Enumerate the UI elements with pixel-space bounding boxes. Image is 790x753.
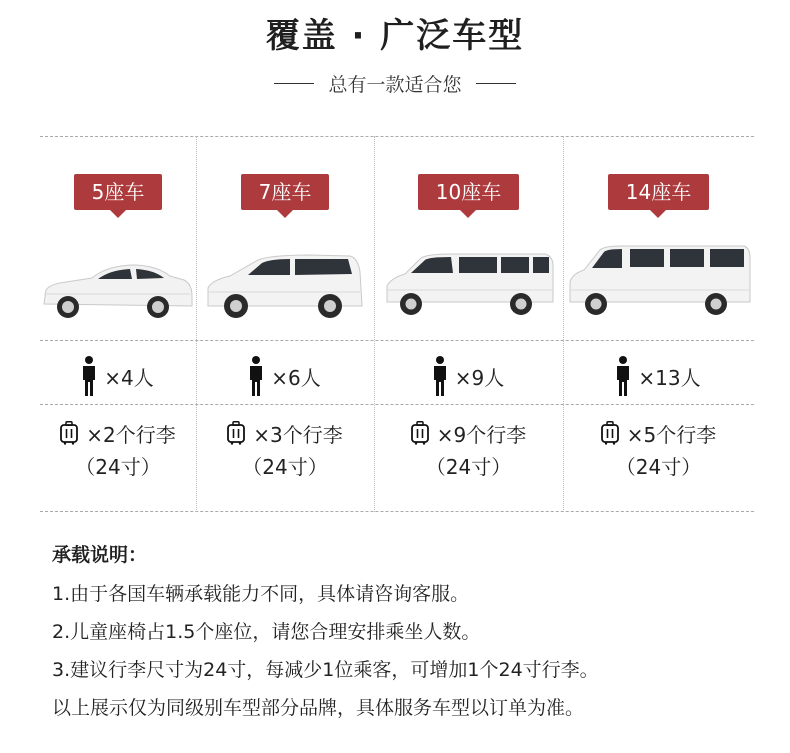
passenger-count: ×9人 [454, 365, 505, 390]
divider-left [274, 83, 314, 84]
vehicle-grid [40, 136, 754, 512]
luggage-size: （24寸） [75, 454, 161, 479]
vehicle-card-10-seat[interactable] [374, 136, 563, 512]
luggage-icon [60, 421, 78, 445]
luggage-capacity [563, 416, 754, 450]
seat-badge: 14座车 [608, 174, 709, 210]
person-icon [616, 356, 630, 396]
note-item: 2.儿童座椅占1.5个座位，请您合理安排乘坐人数。 [52, 621, 481, 643]
mpv-car-icon [196, 244, 374, 324]
minibus-car-icon [563, 244, 754, 324]
luggage-capacity [196, 416, 374, 450]
luggage-capacity [374, 416, 563, 450]
luggage-count: ×3个行李 [253, 422, 343, 447]
person-icon [249, 356, 263, 396]
passenger-capacity [40, 351, 196, 401]
luggage-count: ×5个行李 [626, 422, 717, 447]
luggage-icon [411, 421, 429, 445]
note-item: 1.由于各国车辆承载能力不同，具体请咨询客服。 [52, 583, 470, 605]
capacity-notes [52, 535, 772, 727]
passenger-capacity [563, 351, 754, 401]
subtitle-row [0, 66, 790, 100]
vehicle-card-7-seat[interactable] [196, 136, 374, 512]
luggage-size: （24寸） [615, 454, 702, 479]
passenger-capacity [374, 351, 563, 401]
passenger-capacity [196, 351, 374, 401]
passenger-count: ×4人 [104, 365, 154, 390]
divider-right [476, 83, 516, 84]
seat-badge: 5座车 [74, 174, 163, 210]
passenger-count: ×13人 [638, 365, 701, 390]
luggage-icon [227, 421, 245, 445]
luggage-count: ×2个行李 [86, 422, 176, 447]
notes-title: 承载说明： [52, 544, 148, 566]
person-icon [82, 356, 96, 396]
page-title: 覆盖 · 广泛车型 [265, 16, 525, 56]
luggage-icon [601, 421, 619, 445]
passenger-count: ×6人 [271, 365, 321, 390]
vehicle-card-14-seat[interactable] [563, 136, 754, 512]
note-item: 3.建议行李尺寸为24寸，每减少1位乘客，可增加1个24寸行李。 [52, 659, 599, 681]
seat-badge: 10座车 [418, 174, 519, 210]
luggage-size: （24寸） [242, 454, 328, 479]
seat-badge: 7座车 [241, 174, 330, 210]
van-car-icon [374, 244, 563, 324]
person-icon [433, 356, 447, 396]
luggage-capacity [40, 416, 196, 450]
luggage-size: （24寸） [425, 454, 512, 479]
sedan-car-icon [40, 244, 196, 324]
page-subtitle: 总有一款适合您 [328, 73, 462, 96]
note-item: 以上展示仅为同级别车型部分品牌，具体服务车型以订单为准。 [52, 697, 585, 719]
luggage-count: ×9个行李 [436, 422, 527, 447]
vehicle-card-5-seat[interactable] [40, 136, 196, 512]
